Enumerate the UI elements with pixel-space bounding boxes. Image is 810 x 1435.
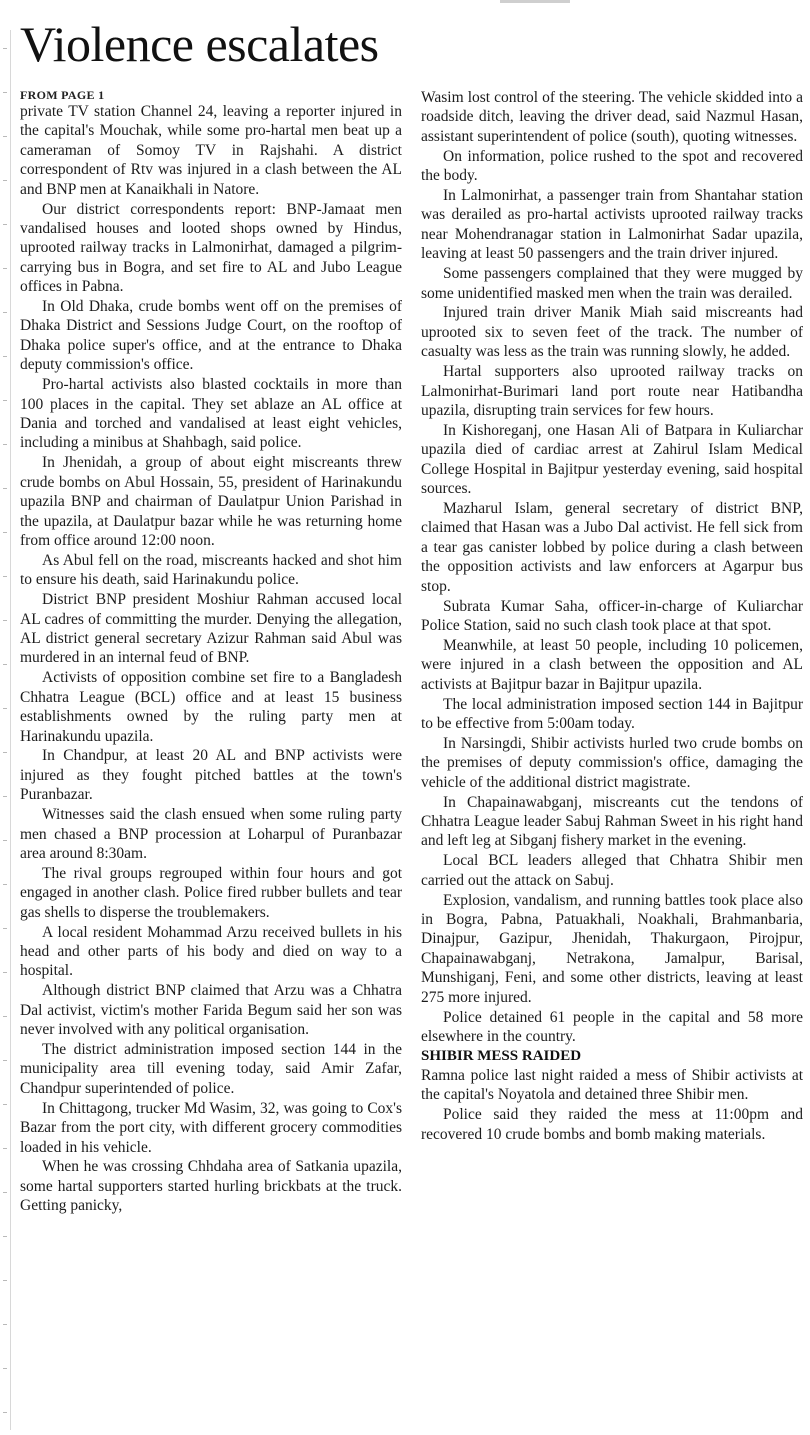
right-column [421, 88, 803, 1430]
paragraph: When he was crossing Chhdaha area of Satkania upazila, some hartal supporters started hurling brickbats at the truck. Getting panicky, [20, 1158, 402, 1215]
paragraph: The rival groups regrouped within four hours and got engaged in another clash. Police fired rubber bullets and tear gas shells to disperse the troublemakers. [20, 864, 402, 921]
paragraph: Explosion, vandalism, and running battles took place also in Bogra, Pabna, Patuakhali, Noakhali, Brahmanbaria, Dinajpur, Gazipur, Jhenidah, Thakurgaon, Pirojpur, Chapainawabganj, Netrakona, Jamalpur, Barisal, Munshiganj, Feni, and some other districts, leaving at least 275 more injured. [421, 891, 803, 1006]
paragraph: Meanwhile, at least 50 people, including 10 policemen, were injured in a clash between the opposition and AL activists at Bajitpur bazar in Bajitpur upazila. [421, 636, 803, 693]
paragraph: In Chandpur, at least 20 AL and BNP activists were injured as they fought pitched battles at the town's Puranbazar. [20, 747, 402, 804]
paragraph: Our district correspondents report: BNP-Jamaat men vandalised houses and looted shops owned by Hindus, uprooted railway tracks in Lalmonirhat, damaged a pilgrim-carrying bus in Bogra, and set fire to AL and Jubo League offices in Pabna. [20, 200, 402, 296]
paragraph: In Chapainawabganj, miscreants cut the tendons of Chhatra League leader Sabuj Rahman Sweet in his right hand and left leg at Sibganj fishery market in the evening. [421, 793, 803, 850]
paragraph: Injured train driver Manik Miah said miscreants had uprooted six to seven feet of the track. The number of casualty was less as the train was running slowly, he added. [421, 304, 803, 361]
paragraph: Subrata Kumar Saha, officer-in-charge of Kuliarchar Police Station, said no such clash took place at that spot. [421, 597, 803, 634]
paragraph: Hartal supporters also uprooted railway tracks on Lalmonirhat-Burimari land port route near Hatibandha upazila, disrupting train services for few hours. [421, 363, 803, 419]
paragraph: In Narsingdi, Shibir activists hurled two crude bombs on the premises of deputy commission's office, damaging the vehicle of the additional district magistrate. [421, 734, 803, 791]
left-column [20, 88, 402, 1430]
paragraph: The local administration imposed section 144 in Bajitpur to be effective from 5:00am today. [421, 695, 803, 732]
paragraph: Mazharul Islam, general secretary of district BNP, claimed that Hasan was a Jubo Dal activist. He fell sick from a tear gas canister lobbed by police during a clash between the opposition activists and law enforcers at Agarpur bus stop. [421, 500, 803, 595]
paragraph: Pro-hartal activists also blasted cocktails in more than 100 places in the capital. They set ablaze an AL office at Dania and torched and vandalised at least eight vehicles, including a minibus at Shahbagh, said police. [20, 376, 402, 452]
paragraph: Ramna police last night raided a mess of Shibir activists at the capital's Noyatola and detained three Shibir men. [421, 1066, 803, 1104]
paragraph: In Jhenidah, a group of about eight miscreants threw crude bombs on Abul Hossain, 55, president of Harinakundu upazila BNP and chairman of Daulatpur Union Parishad in the upazila, at Daulatpur bazar while he was returning home from office around 12:00 noon. [20, 454, 402, 549]
paragraph: Police detained 61 people in the capital and 58 more elsewhere in the country. [421, 1008, 803, 1045]
headline: Violence escalates [20, 16, 379, 72]
paragraph: private TV station Channel 24, leaving a reporter injured in the capital's Mouchak, while some pro-hartal men beat up a cameraman of Somoy TV in Rajshahi. A district correspondent of Rtv was injured in a clash between the AL and BNP men at Kanaikhali in Natore. [20, 103, 402, 198]
paragraph: Wasim lost control of the steering. The vehicle skidded into a roadside ditch, leaving the driver dead, said Nazmul Hasan, assistant superintendent of police (south), quoting witnesses. [421, 89, 803, 145]
paragraph: District BNP president Moshiur Rahman accused local AL cadres of committing the murder. Denying the allegation, AL district general secretary Azizur Rahman said Abul was murdered in an internal feud of BNP. [20, 591, 402, 667]
paragraph: In Kishoreganj, one Hasan Ali of Batpara in Kuliarchar upazila died of cardiac arrest at Zahirul Islam Medical College Hospital in Bajitpur yesterday evening, said hospital sources. [421, 421, 803, 498]
article-columns [20, 88, 803, 1430]
paragraph: Some passengers complained that they were mugged by some unidentified masked men when the train was derailed. [421, 265, 803, 302]
paragraph: On information, police rushed to the spot and recovered the body. [421, 147, 803, 185]
kicker: FROM PAGE 1 [20, 88, 105, 102]
paragraph: In Old Dhaka, crude bombs went off on the premises of Dhaka District and Sessions Judge Court, on the rooftop of Dhaka police super's office, and at the entrance to Dhaka deputy commission's office. [20, 298, 402, 374]
page-edge-marks [0, 30, 11, 1430]
paragraph: In Chittagong, trucker Md Wasim, 32, was going to Cox's Bazar from the port city, with different grocery commodities loaded in his vehicle. [20, 1099, 402, 1156]
paragraph: The district administration imposed section 144 in the municipality area till evening today, said Amir Zafar, Chandpur superintended of police. [20, 1041, 402, 1097]
paragraph: Witnesses said the clash ensued when some ruling party men chased a BNP procession at Loharpul of Puranbazar area around 8:30am. [20, 806, 402, 862]
paragraph: A local resident Mohammad Arzu received bullets in his head and other parts of his body and died on way to a hospital. [20, 923, 402, 980]
paragraph: Although district BNP claimed that Arzu was a Chhatra Dal activist, victim's mother Farida Begum said her son was never involved with any political organisation. [20, 982, 402, 1039]
paragraph: As Abul fell on the road, miscreants hacked and shot him to ensure his death, said Harinakundu police. [20, 551, 402, 589]
subhead: SHIBIR MESS RAIDED [421, 1047, 582, 1064]
paragraph: Activists of opposition combine set fire to a Bangladesh Chhatra League (BCL) office and at least 15 business establishments owned by the ruling party men at Harinakundu upazila. [20, 669, 402, 745]
paragraph: Police said they raided the mess at 11:00pm and recovered 10 crude bombs and bomb making materials. [421, 1106, 803, 1143]
top-rule [500, 0, 570, 3]
paragraph: Local BCL leaders alleged that Chhatra Shibir men carried out the attack on Sabuj. [421, 852, 803, 889]
paragraph: In Lalmonirhat, a passenger train from Shantahar station was derailed as pro-hartal activists uprooted railway tracks near Mohendranagar station in Lalmonirhat Sadar upazila, leaving at least 50 passengers and the train driver injured. [421, 187, 803, 263]
